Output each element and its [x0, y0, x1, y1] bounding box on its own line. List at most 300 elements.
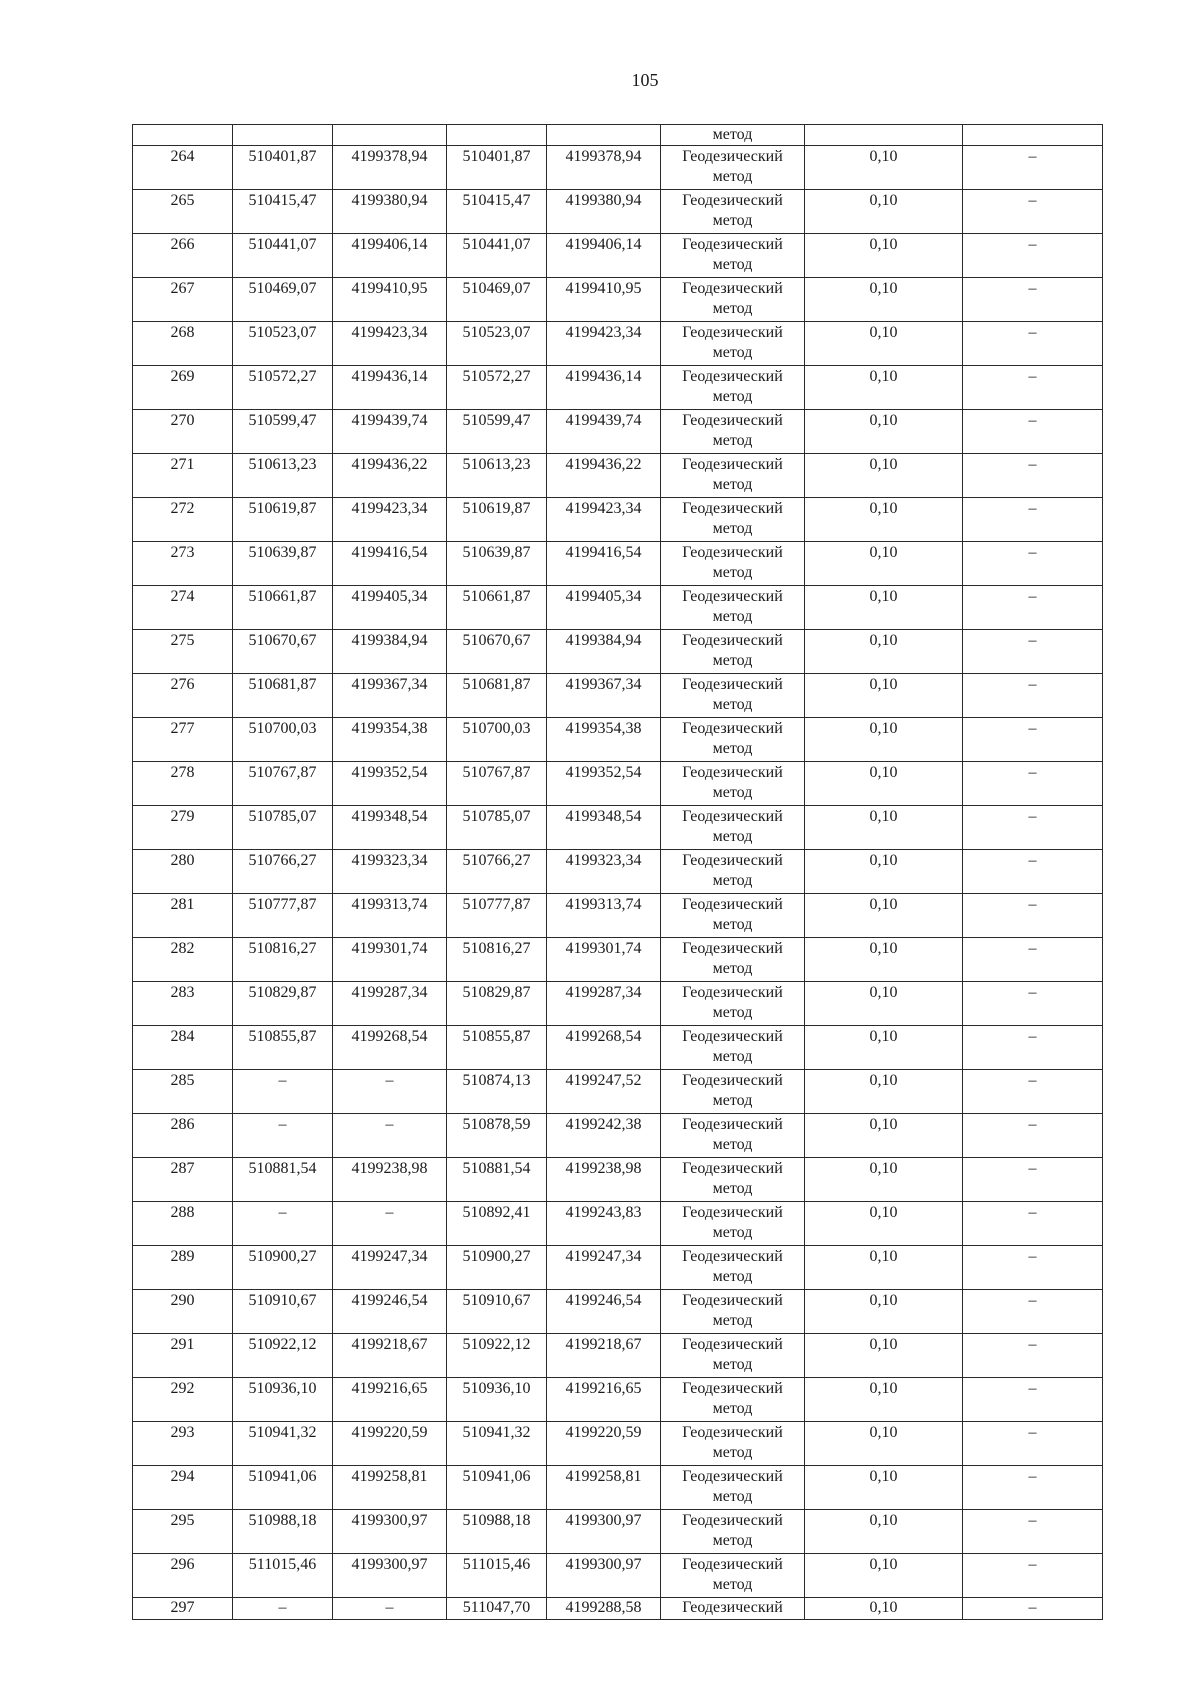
cell-new-x: 510599,47	[447, 410, 547, 454]
cell-description: –	[963, 234, 1103, 278]
cell-description: –	[963, 1026, 1103, 1070]
cell-new-y: 4199439,74	[547, 410, 661, 454]
cell-method	[661, 322, 805, 366]
method-line: Геодезический	[682, 1512, 783, 1529]
cell-accuracy: 0,10	[805, 586, 963, 630]
method-line: Геодезический	[682, 1248, 783, 1265]
cell-empty	[447, 125, 547, 146]
method-line: метод	[712, 300, 753, 317]
cell-accuracy: 0,10	[805, 1422, 963, 1466]
cell-accuracy: 0,10	[805, 1158, 963, 1202]
cell-old-y: 4199436,14	[333, 366, 447, 410]
cell-point-number: 269	[133, 366, 233, 410]
method-line: Геодезический	[682, 1336, 783, 1353]
cell-old-y: –	[333, 1070, 447, 1114]
cell-new-y: 4199436,14	[547, 366, 661, 410]
cell-new-x: 510855,87	[447, 1026, 547, 1070]
table-row	[133, 190, 1103, 234]
method-line: Геодезический	[682, 588, 783, 605]
table-row	[133, 1158, 1103, 1202]
cell-new-x: 510681,87	[447, 674, 547, 718]
cell-old-x: 510661,87	[233, 586, 333, 630]
cell-point-number: 276	[133, 674, 233, 718]
cell-description: –	[963, 982, 1103, 1026]
cell-new-y: 4199405,34	[547, 586, 661, 630]
cell-point-number: 281	[133, 894, 233, 938]
cell-old-y: 4199323,34	[333, 850, 447, 894]
method-line: метод	[712, 1180, 753, 1197]
method-line: Геодезический	[682, 1599, 783, 1616]
cell-method	[661, 146, 805, 190]
page-number: 105	[631, 70, 659, 90]
cell-accuracy: 0,10	[805, 1202, 963, 1246]
method-line: Геодезический	[682, 368, 783, 385]
cell-new-x: 510670,67	[447, 630, 547, 674]
method-line: метод	[712, 1092, 753, 1109]
method-line: Геодезический	[682, 500, 783, 517]
cell-point-number: 291	[133, 1334, 233, 1378]
cell-new-x: 510619,87	[447, 498, 547, 542]
table-row	[133, 586, 1103, 630]
table-row	[133, 850, 1103, 894]
cell-description: –	[963, 1246, 1103, 1290]
cell-old-y: 4199216,65	[333, 1378, 447, 1422]
method-line: метод	[712, 1136, 753, 1153]
cell-old-y: 4199354,38	[333, 718, 447, 762]
continuation-row	[133, 125, 1103, 146]
cell-point-number: 270	[133, 410, 233, 454]
cell-point-number: 294	[133, 1466, 233, 1510]
cell-method	[661, 1026, 805, 1070]
cell-empty	[133, 125, 233, 146]
method-line: метод	[712, 1576, 753, 1593]
cell-old-x: 510941,06	[233, 1466, 333, 1510]
cell-old-x: 510777,87	[233, 894, 333, 938]
cell-method	[661, 1114, 805, 1158]
table-row	[133, 674, 1103, 718]
method-line: метод	[712, 784, 753, 801]
cell-old-y: 4199352,54	[333, 762, 447, 806]
cell-old-x: 510910,67	[233, 1290, 333, 1334]
cell-new-x: 510469,07	[447, 278, 547, 322]
table-row	[133, 322, 1103, 366]
cell-accuracy: 0,10	[805, 1598, 963, 1620]
cell-new-y: 4199301,74	[547, 938, 661, 982]
cell-accuracy: 0,10	[805, 1070, 963, 1114]
method-line: метод	[712, 1048, 753, 1065]
cell-new-y: 4199313,74	[547, 894, 661, 938]
cell-old-y: 4199406,14	[333, 234, 447, 278]
cell-method	[661, 454, 805, 498]
cell-new-y: 4199348,54	[547, 806, 661, 850]
method-line: метод	[712, 1268, 753, 1285]
cell-old-x: 510941,32	[233, 1422, 333, 1466]
cell-description: –	[963, 1598, 1103, 1620]
cell-description: –	[963, 190, 1103, 234]
cell-new-x: 510777,87	[447, 894, 547, 938]
cell-method	[661, 1334, 805, 1378]
method-line: Геодезический	[682, 412, 783, 429]
method-line: Геодезический	[682, 324, 783, 341]
cell-point-number: 280	[133, 850, 233, 894]
method-line: метод	[712, 1224, 753, 1241]
cell-method	[661, 1598, 805, 1620]
method-line: Геодезический	[682, 632, 783, 649]
method-line: Геодезический	[682, 676, 783, 693]
cell-point-number: 284	[133, 1026, 233, 1070]
cell-description: –	[963, 454, 1103, 498]
cell-new-y: 4199323,34	[547, 850, 661, 894]
cell-new-x: 510766,27	[447, 850, 547, 894]
cell-old-x: –	[233, 1598, 333, 1620]
cell-description: –	[963, 1422, 1103, 1466]
cell-new-y: 4199246,54	[547, 1290, 661, 1334]
method-line: метод	[712, 740, 753, 757]
cell-new-x: 510881,54	[447, 1158, 547, 1202]
table-row	[133, 1290, 1103, 1334]
method-line: Геодезический	[682, 1072, 783, 1089]
cell-new-x: 510700,03	[447, 718, 547, 762]
cell-method	[661, 498, 805, 542]
cell-method	[661, 366, 805, 410]
cell-old-x: 510523,07	[233, 322, 333, 366]
cell-description: –	[963, 894, 1103, 938]
cell-new-y: 4199380,94	[547, 190, 661, 234]
cell-method	[661, 234, 805, 278]
cell-accuracy: 0,10	[805, 498, 963, 542]
cell-method	[661, 938, 805, 982]
cell-method	[661, 982, 805, 1026]
cell-old-y: 4199313,74	[333, 894, 447, 938]
cell-empty	[963, 125, 1103, 146]
cell-accuracy: 0,10	[805, 762, 963, 806]
cell-old-x: 510785,07	[233, 806, 333, 850]
table-row	[133, 1510, 1103, 1554]
cell-old-x: 510619,87	[233, 498, 333, 542]
table-row	[133, 366, 1103, 410]
cell-old-y: 4199410,95	[333, 278, 447, 322]
method-line: метод	[712, 432, 753, 449]
table-row	[133, 454, 1103, 498]
table-row	[133, 762, 1103, 806]
cell-method	[661, 806, 805, 850]
method-line: Геодезический	[682, 1292, 783, 1309]
table-row	[133, 146, 1103, 190]
cell-old-x: 510936,10	[233, 1378, 333, 1422]
cell-old-y: 4199378,94	[333, 146, 447, 190]
cell-new-y: 4199288,58	[547, 1598, 661, 1620]
cell-method	[661, 1466, 805, 1510]
cell-point-number: 286	[133, 1114, 233, 1158]
cell-new-x: 510941,32	[447, 1422, 547, 1466]
table-row	[133, 1202, 1103, 1246]
method-line: Геодезический	[682, 1468, 783, 1485]
cell-description: –	[963, 762, 1103, 806]
method-line: метод	[712, 696, 753, 713]
cell-old-x: 510639,87	[233, 542, 333, 586]
cell-accuracy: 0,10	[805, 1290, 963, 1334]
cell-description: –	[963, 718, 1103, 762]
cell-point-number: 275	[133, 630, 233, 674]
cell-description: –	[963, 850, 1103, 894]
cell-description: –	[963, 1158, 1103, 1202]
cell-description: –	[963, 1290, 1103, 1334]
cell-point-number: 290	[133, 1290, 233, 1334]
method-line: Геодезический	[682, 456, 783, 473]
method-line: Геодезический	[682, 940, 783, 957]
cell-new-y: 4199218,67	[547, 1334, 661, 1378]
cell-point-number: 283	[133, 982, 233, 1026]
cell-method	[661, 586, 805, 630]
table-row	[133, 806, 1103, 850]
cell-old-y: 4199436,22	[333, 454, 447, 498]
method-line: метод	[712, 916, 753, 933]
cell-new-x: 510401,87	[447, 146, 547, 190]
cell-old-x: 510816,27	[233, 938, 333, 982]
cell-old-x: –	[233, 1114, 333, 1158]
cell-accuracy: 0,10	[805, 982, 963, 1026]
method-line: метод	[712, 1356, 753, 1373]
cell-new-y: 4199268,54	[547, 1026, 661, 1070]
cell-old-x: 510766,27	[233, 850, 333, 894]
method-line: метод	[712, 608, 753, 625]
cell-new-x: 510441,07	[447, 234, 547, 278]
cell-new-x: 510922,12	[447, 1334, 547, 1378]
cell-new-x: 510816,27	[447, 938, 547, 982]
cell-accuracy: 0,10	[805, 1378, 963, 1422]
cell-description: –	[963, 806, 1103, 850]
cell-accuracy: 0,10	[805, 894, 963, 938]
cell-description: –	[963, 1202, 1103, 1246]
cell-point-number: 266	[133, 234, 233, 278]
table-row	[133, 1598, 1103, 1620]
cell-new-x: 510785,07	[447, 806, 547, 850]
cell-new-y: 4199423,34	[547, 498, 661, 542]
cell-old-y: 4199218,67	[333, 1334, 447, 1378]
method-line: метод	[712, 212, 753, 229]
cell-old-x: 510415,47	[233, 190, 333, 234]
cell-new-y: 4199242,38	[547, 1114, 661, 1158]
cell-old-y: 4199238,98	[333, 1158, 447, 1202]
cell-method	[661, 410, 805, 454]
method-line: метод	[712, 1444, 753, 1461]
cell-point-number: 272	[133, 498, 233, 542]
method-line: Геодезический	[682, 852, 783, 869]
table-row	[133, 1378, 1103, 1422]
cell-point-number: 267	[133, 278, 233, 322]
cell-old-x: 510681,87	[233, 674, 333, 718]
cell-accuracy: 0,10	[805, 454, 963, 498]
method-line: метод	[712, 652, 753, 669]
cell-empty	[333, 125, 447, 146]
cell-accuracy: 0,10	[805, 410, 963, 454]
cell-method	[661, 674, 805, 718]
cell-old-x: 510441,07	[233, 234, 333, 278]
table-row	[133, 1026, 1103, 1070]
cell-description: –	[963, 938, 1103, 982]
cell-old-x: –	[233, 1202, 333, 1246]
method-line: Геодезический	[682, 1028, 783, 1045]
cell-description: –	[963, 1510, 1103, 1554]
cell-accuracy: 0,10	[805, 1026, 963, 1070]
table-row	[133, 1334, 1103, 1378]
method-line: Геодезический	[682, 764, 783, 781]
cell-accuracy: 0,10	[805, 630, 963, 674]
cell-old-x: 510855,87	[233, 1026, 333, 1070]
cell-old-y: 4199287,34	[333, 982, 447, 1026]
cell-point-number: 292	[133, 1378, 233, 1422]
cell-empty	[805, 125, 963, 146]
table-row	[133, 982, 1103, 1026]
cell-method	[661, 1202, 805, 1246]
cell-accuracy: 0,10	[805, 850, 963, 894]
cell-new-x: 511047,70	[447, 1598, 547, 1620]
cell-description: –	[963, 1070, 1103, 1114]
cell-description: –	[963, 1554, 1103, 1598]
cell-accuracy: 0,10	[805, 322, 963, 366]
cell-accuracy: 0,10	[805, 542, 963, 586]
method-line: Геодезический	[682, 896, 783, 913]
table-row	[133, 234, 1103, 278]
cell-empty	[547, 125, 661, 146]
cell-new-x: 510661,87	[447, 586, 547, 630]
cell-description: –	[963, 1378, 1103, 1422]
cell-old-y: 4199258,81	[333, 1466, 447, 1510]
cell-point-number: 268	[133, 322, 233, 366]
table-row	[133, 718, 1103, 762]
table-row	[133, 498, 1103, 542]
method-line: Геодезический	[682, 148, 783, 165]
cell-method	[661, 1070, 805, 1114]
cell-old-y: 4199384,94	[333, 630, 447, 674]
cell-new-y: 4199352,54	[547, 762, 661, 806]
method-line: метод	[712, 476, 753, 493]
cell-old-y: –	[333, 1598, 447, 1620]
method-line: метод	[712, 520, 753, 537]
method-line: метод	[712, 388, 753, 405]
cell-old-y: 4199247,34	[333, 1246, 447, 1290]
method-line: метод	[712, 1312, 753, 1329]
cell-point-number: 271	[133, 454, 233, 498]
cell-accuracy: 0,10	[805, 1114, 963, 1158]
cell-accuracy: 0,10	[805, 938, 963, 982]
method-line: метод	[712, 1400, 753, 1417]
cell-point-number: 287	[133, 1158, 233, 1202]
cell-new-y: 4199287,34	[547, 982, 661, 1026]
cell-method	[661, 894, 805, 938]
cell-accuracy: 0,10	[805, 366, 963, 410]
cell-description: –	[963, 542, 1103, 586]
method-line: метод	[712, 1532, 753, 1549]
table-row	[133, 542, 1103, 586]
cell-empty	[233, 125, 333, 146]
cell-old-y: 4199246,54	[333, 1290, 447, 1334]
table-row	[133, 894, 1103, 938]
cell-new-x: 510613,23	[447, 454, 547, 498]
cell-method	[661, 762, 805, 806]
cell-new-x: 510874,13	[447, 1070, 547, 1114]
table-row	[133, 630, 1103, 674]
cell-accuracy: 0,10	[805, 234, 963, 278]
cell-old-y: 4199367,34	[333, 674, 447, 718]
cell-old-x: 510900,27	[233, 1246, 333, 1290]
cell-new-x: 510910,67	[447, 1290, 547, 1334]
cell-point-number: 277	[133, 718, 233, 762]
cell-old-y: –	[333, 1114, 447, 1158]
cell-accuracy: 0,10	[805, 1466, 963, 1510]
cell-accuracy: 0,10	[805, 146, 963, 190]
cell-old-y: 4199380,94	[333, 190, 447, 234]
cell-old-x: 510469,07	[233, 278, 333, 322]
cell-method	[661, 1290, 805, 1334]
cell-description: –	[963, 586, 1103, 630]
cell-accuracy: 0,10	[805, 1334, 963, 1378]
cell-old-x: 510670,67	[233, 630, 333, 674]
method-line: Геодезический	[682, 1116, 783, 1133]
cell-description: –	[963, 1334, 1103, 1378]
cell-point-number: 296	[133, 1554, 233, 1598]
cell-new-x: 510878,59	[447, 1114, 547, 1158]
cell-accuracy: 0,10	[805, 1510, 963, 1554]
cell-new-y: 4199367,34	[547, 674, 661, 718]
cell-new-y: 4199384,94	[547, 630, 661, 674]
cell-old-y: –	[333, 1202, 447, 1246]
cell-new-y: 4199258,81	[547, 1466, 661, 1510]
cell-new-y: 4199243,83	[547, 1202, 661, 1246]
method-line: Геодезический	[682, 236, 783, 253]
cell-method	[661, 1510, 805, 1554]
cell-new-y: 4199247,34	[547, 1246, 661, 1290]
method-line: Геодезический	[682, 1424, 783, 1441]
cell-old-x: 510599,47	[233, 410, 333, 454]
cell-old-y: 4199405,34	[333, 586, 447, 630]
cell-accuracy: 0,10	[805, 190, 963, 234]
cell-description: –	[963, 146, 1103, 190]
cell-new-x: 510936,10	[447, 1378, 547, 1422]
cell-point-number: 295	[133, 1510, 233, 1554]
cell-new-x: 511015,46	[447, 1554, 547, 1598]
cell-method-tail: метод	[661, 125, 805, 146]
method-line: метод	[712, 960, 753, 977]
cell-method	[661, 1422, 805, 1466]
cell-point-number: 297	[133, 1598, 233, 1620]
cell-accuracy: 0,10	[805, 718, 963, 762]
cell-old-x: 510767,87	[233, 762, 333, 806]
cell-description: –	[963, 1466, 1103, 1510]
cell-method	[661, 1158, 805, 1202]
table-row	[133, 1070, 1103, 1114]
method-line: Геодезический	[682, 544, 783, 561]
cell-method	[661, 278, 805, 322]
cell-point-number: 273	[133, 542, 233, 586]
table-row	[133, 1114, 1103, 1158]
cell-old-x: 510829,87	[233, 982, 333, 1026]
method-line: метод	[712, 1488, 753, 1505]
cell-method	[661, 1378, 805, 1422]
table-row	[133, 1554, 1103, 1598]
table-row	[133, 1466, 1103, 1510]
cell-new-y: 4199416,54	[547, 542, 661, 586]
cell-new-x: 510415,47	[447, 190, 547, 234]
cell-method	[661, 630, 805, 674]
cell-old-y: 4199348,54	[333, 806, 447, 850]
cell-old-x: –	[233, 1070, 333, 1114]
cell-description: –	[963, 410, 1103, 454]
cell-new-y: 4199406,14	[547, 234, 661, 278]
cell-old-y: 4199416,54	[333, 542, 447, 586]
coordinates-table	[132, 124, 1103, 1620]
cell-method	[661, 1246, 805, 1290]
